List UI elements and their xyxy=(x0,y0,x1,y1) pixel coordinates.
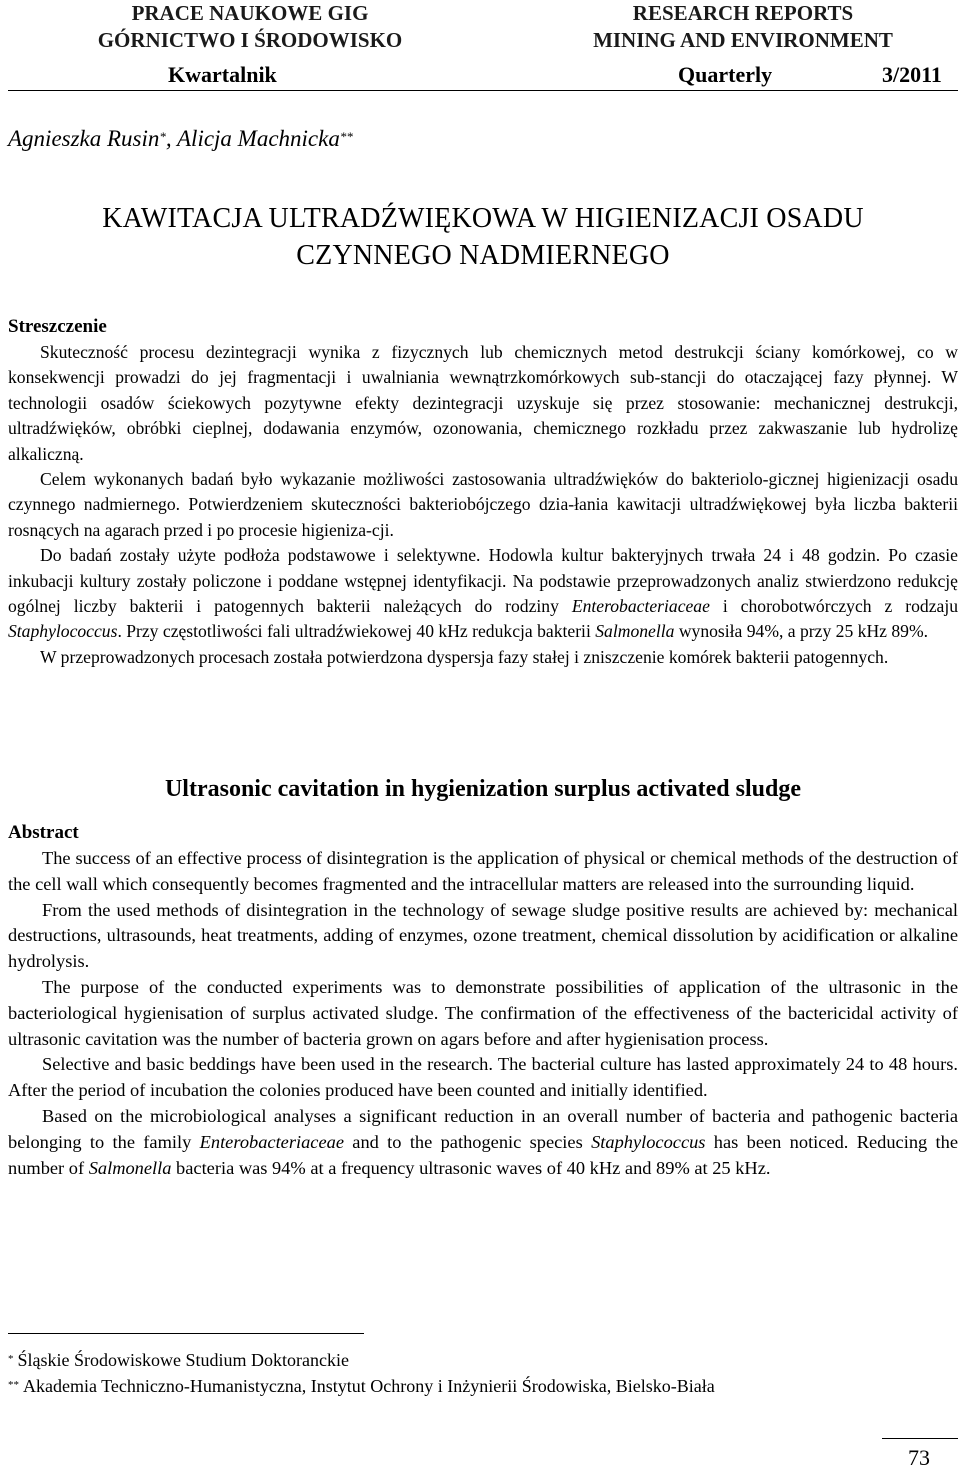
taxon-name: Staphylococcus xyxy=(591,1131,706,1152)
article-title-pl-line1: KAWITACJA ULTRADŹWIĘKOWA W HIGIENIZACJI OSADU xyxy=(102,203,864,234)
page-number-divider xyxy=(882,1438,958,1439)
footnote-divider xyxy=(8,1333,364,1334)
journal-name-en xyxy=(588,0,898,54)
paragraph xyxy=(8,543,958,645)
issue-row xyxy=(8,62,958,91)
journal-header xyxy=(8,0,958,96)
abstract-body xyxy=(8,846,958,1181)
journal-name-pl xyxy=(64,0,436,54)
text-run: has been noticed. Reducing the number of xyxy=(8,1131,959,1178)
article-title-en: Ultrasonic cavitation in hygienization surplus activated sludge xyxy=(164,776,802,802)
paragraph xyxy=(8,340,958,467)
taxon-name: Salmonella xyxy=(88,1157,172,1178)
text-run: . Przy częstotliwości fali ultradźwiekowej 40 kHz redukcja bakterii xyxy=(117,621,596,642)
footnote-2 xyxy=(8,1374,715,1398)
taxon-name: Enterobacteriaceae xyxy=(199,1131,344,1152)
author-list xyxy=(8,124,353,154)
issue-number: 3/2011 xyxy=(882,62,942,87)
journal-name-pl-line2: GÓRNICTWO I ŚRODOWISKO xyxy=(97,28,403,52)
quarterly-label: Quarterly xyxy=(678,62,773,87)
text-run: and to the pathogenic species xyxy=(343,1131,592,1152)
footnote-text: Akademia Techniczno-Humanistyczna, Instytut Ochrony i Inżynierii Środowiska, Bielsko-Biała xyxy=(23,1376,715,1396)
journal-name-en-line1: RESEARCH REPORTS xyxy=(632,1,854,25)
streszczenie-heading: Streszczenie xyxy=(8,316,107,337)
article-page xyxy=(8,0,958,1473)
text-run: wynosiła 94%, a przy 25 kHz 89%. xyxy=(674,621,929,642)
author-separator: , xyxy=(165,126,177,151)
text-run: Skuteczność procesu dezintegracji wynika z fizycznych lub chemicznych metod destrukcji ściany komórkowej, co w konsekwencji prowadzi do jej fragmentacji i uwalniania wewnątrzkomórkowych sub-stancji do otaczającej fazy płynnej. xyxy=(8,342,958,388)
article-title-pl-line2: CZYNNEGO NADMIERNEGO xyxy=(296,240,670,271)
journal-name-pl-line1: PRACE NAUKOWE GIG xyxy=(131,1,369,25)
paragraph: The success of an effective process of disintegration is the application of physical or chemical methods of the destruction of the cell wall which consequently becomes fragmented and the intracellular matters are released into the surrounding liquid. xyxy=(8,848,958,894)
footnote-text: Śląskie Środowiskowe Studium Doktoranckie xyxy=(17,1350,349,1370)
kwartalnik-label: Kwartalnik xyxy=(168,62,277,87)
footnote-mark: ** xyxy=(339,129,353,144)
footnote-mark: ** xyxy=(8,1379,19,1391)
text-run: i chorobotwórczych z rodzaju xyxy=(709,596,959,617)
taxon-name: Salmonella xyxy=(595,621,675,642)
paragraph: W przeprowadzonych procesach została potwierdzona dyspersja fazy stałej i zniszczenie komórek bakterii patogennych. xyxy=(40,646,889,667)
paragraph: From the used methods of disintegration in the technology of sewage sludge positive results are achieved by: mechanical destructions, ultrasounds, heat treatments, adding of enzymes, ozone treatment, chemical dissolution by acidification or alkaline hydrolysis. xyxy=(8,899,958,972)
abstract-heading: Abstract xyxy=(8,822,79,843)
journal-name-en-line2: MINING AND ENVIRONMENT xyxy=(593,28,893,52)
text-run: Do badań zostały użyte podłoża podstawowe i selektywne. Hodowla kultur bakteryjnych trwała 24 i 48 godzin. Po czasie inkubacji kultury zostały policzone i poddane wstępnej identyfikacji. Na podstawie przeprowadzonych analiz stwierdzono redukcję ogólnej liczby bakterii i patogennych bakterii należących do rodziny xyxy=(8,545,958,617)
footnote-mark: * xyxy=(159,129,166,144)
text-run: Based on the microbiological analyses a significant reduction in an overall number of bacteria and pathogenic bacteria belonging to the family xyxy=(8,1105,958,1152)
taxon-name: Enterobacteriaceae xyxy=(571,596,710,617)
footnote-mark: * xyxy=(8,1353,14,1365)
streszczenie-body xyxy=(8,340,958,670)
author-name: Agnieszka Rusin xyxy=(8,126,160,151)
paragraph xyxy=(8,1104,958,1181)
taxon-name: Staphylococcus xyxy=(8,621,118,642)
text-run: W technologii osadów ściekowych pozytywne efekty dezintegracji uzyskuje się przez stosowanie: mechanicznej destrukcji, ultradźwięków, obróbki cieplnej, dodawania enzymów, ozonowania, chemicznego rozkładu przez zakwaszanie lub hydrolizę alkaliczną. xyxy=(8,367,958,464)
page-number: 73 xyxy=(908,1445,930,1470)
article-title-pl xyxy=(8,200,958,274)
paragraph: The purpose of the conducted experiments was to demonstrate possibilities of application of the ultrasonic in the bacteriological hygienisation of surplus activated sludge. The confirmation of the effectiveness of the bactericidal activity of ultrasonic cavitation was the number of bacteria grown on agars before and after hygienisation process. xyxy=(8,976,958,1049)
paragraph: Celem wykonanych badań było wykazanie możliwości zastosowania ultradźwięków do bakteriolo-gicznej higienizacji osadu czynnego nadmiernego. Potwierdzeniem skuteczności bakteriobójczego dzia-łania kawitacji ultradźwiękowej była liczba bakterii rosnących na agarach przed i po procesie higieniza-cji. xyxy=(8,469,958,540)
footnote-1 xyxy=(8,1348,349,1372)
text-run: bacteria was 94% at a frequency ultrasonic waves of 40 kHz and 89% at 25 kHz. xyxy=(171,1157,771,1178)
paragraph: Selective and basic beddings have been used in the research. The bacterial culture has lasted approximately 24 to 48 hours. After the period of incubation the colonies produced have been counted and initially identified. xyxy=(8,1054,958,1101)
author-name: Alicja Machnicka xyxy=(177,126,340,151)
